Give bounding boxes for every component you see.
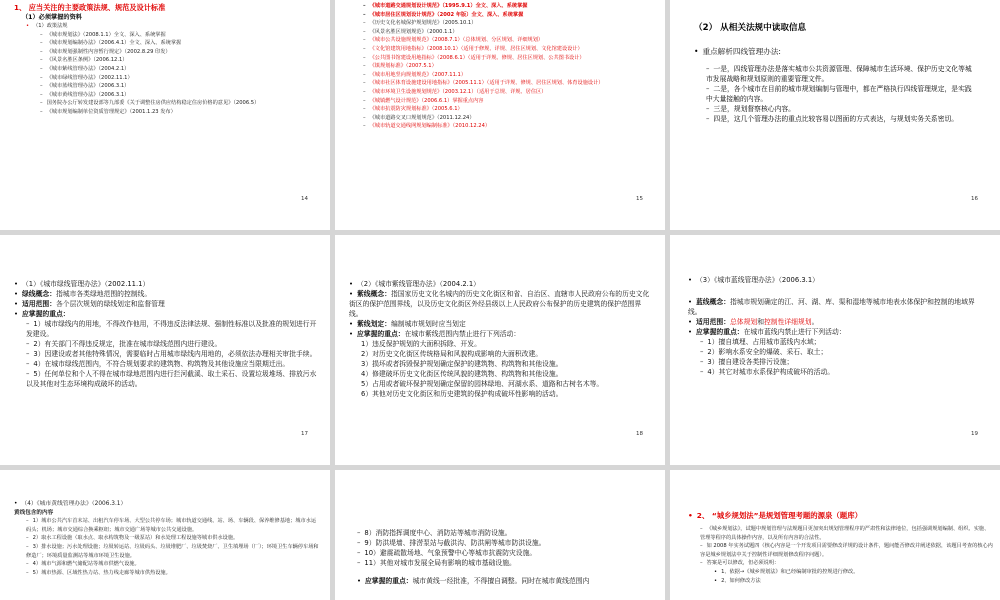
list-item: – 《文化馆建筑用地指标》（2008.10.1）（适用于修规、详规、居住区规划、文化馆建设设计） [363, 45, 663, 54]
list-item: – 《城市黄线管理办法》（2006.3.1） [14, 91, 314, 100]
list-item: – 3）因建设或者其他特殊情况，需要临时占用城市绿线内用地的，必须依法办理相关审批手续。 [14, 349, 319, 359]
list-item: • 紫线划定：编制城市规划时应当划定 [349, 319, 654, 329]
list-item: – 2）影响水系安全的爆破、采石、取土； [688, 347, 988, 357]
slide-title: （2） 从相关法规中读取信息 [694, 23, 807, 33]
slide-thumbnail-22[interactable] [670, 470, 1000, 600]
slide-thumbnail-18[interactable] [335, 235, 665, 465]
slide-thumbnail-20[interactable] [0, 470, 330, 600]
slide-thumbnail-17[interactable] [0, 235, 330, 465]
list-item: – 4）城市气源和燃气储配站等城市供燃气设施。 [14, 560, 319, 569]
list-item: – 3）擅自建设各类排污设施； [688, 357, 988, 367]
slide-title: • 2、 “城乡规划法”是规划管理考题的源泉（题库） [688, 510, 993, 521]
list-item: – 《城市道路交通规划设计规范》（1995.9.1）全文、深入、系统掌握 [363, 2, 663, 11]
list-item: – 5）任何单位和个人不得在城市绿地范围内进行拦河截溪、取土采石、设置垃圾堆场、排放污水以及其他对生态环境构成破坏的活动。 [14, 369, 319, 389]
list-item: • 适用范围：各个层次规划的绿线划定和监督管理 [14, 299, 319, 309]
list-item: – 4）在城市绿线范围内，不符合规划要求的建筑物、构筑物及其他设施应当限期迁出。 [14, 359, 319, 369]
slide-thumbnail-14[interactable] [0, 0, 330, 230]
list-item: • 1、依据→《城乡规划法》和已经编制审批的控规进行修改。 [688, 568, 993, 577]
slide-heading: • （2）《城市紫线管理办法》（2004.2.1） [349, 279, 654, 289]
list-item: – 1）城市绿线内的用地，不得改作他用，不得违反法律法规、强制性标准以及批准的规划进行开发建设。 [14, 319, 319, 339]
list-item: • 重点解析四线管理办法: [694, 46, 984, 58]
page-number: 15 [636, 196, 643, 202]
page-number: 19 [971, 431, 978, 437]
list-item: – 1）城市公共汽车首末站、出租汽车停车场、大型公共停车场；城市轨道交通线、站、场、车辆段、保养维修基地；城市水运码头；机场；城市交通综合换乘枢纽；城市交通广场等城市公共交通设施。 [14, 517, 319, 534]
list-item: • 应掌握的重点：在城市紫线范围内禁止进行下列活动： [349, 329, 654, 339]
list-item: • 应掌握的重点：在城市蓝线内禁止进行下列活动： [688, 327, 988, 337]
list-item: 3）损坏或者拆毁保护规划确定保护的建筑物、构筑物和其他设施。 [361, 360, 563, 368]
list-item: – 10）避震疏散场地、气象预警中心等城市抗震防灾设施。 [357, 548, 657, 558]
list-item: – 11）其他对城市发展全局有影响的城市基础设施。 [357, 558, 657, 568]
slide-heading: • （3）《城市蓝线管理办法》（2006.3.1） [688, 275, 988, 285]
list-item: • 应掌握的重点：城市黄线一经批准，不得擅自调整。同时在城市黄线范围内 [357, 576, 657, 586]
list-item: – 《城市社区体育设施建设用地指标》（2005.11.1）（适用于详规、修规、居住区规划、体育设施设计） [363, 79, 663, 88]
page-number: 18 [636, 431, 643, 437]
list-item: – 《城市道路交叉口规划规范》（2011.12.24） [363, 114, 663, 123]
list-item: 6）其他对历史文化街区和历史建筑的保护构成破坏性影响的活动。 [361, 390, 563, 398]
slide-heading: • （1）《城市绿线管理办法》（2002.11.1） [14, 279, 319, 289]
slide-heading: • （4）《城市黄线管理办法》（2006.3.1） [14, 500, 319, 509]
list-item: – 如 2008 年实务试题四（核心内容是一个开发项目需要修改详规的设计条件，题问能否修改并阐述依据，该题目考查的核心内容是城乡规划法中关于控制性详细规划修改程序问题）。 [688, 542, 993, 559]
list-item: – 8）消防指挥调度中心、消防站等城市消防设施。 [357, 528, 657, 538]
list-item: – 四是，这几个管理办法的重点比较容易以图面的方式表达，与规划实务关系密切。 [694, 114, 976, 124]
list-item: – 2）有关部门不得违反规定，批准在城市绿线范围内进行建设。 [14, 339, 319, 349]
list-item: – 《历史文化名城保护规划规范》（2005.10.1） [363, 19, 663, 28]
list-item: – 《城市规划法》（2008.1.1）全文、深入、系统掌握 [14, 31, 314, 40]
list-item: – 《城乡规划法》，试题中规划管理与法规题目更加突出规划管理程序的严肃性和法律地位，包括强调规划编制、组织、实施、管理等程序的具体操作内容，以及所有内容的合法性。 [688, 525, 993, 542]
list-item: – 《城市公共设施规划规范》（2008.7.1）（总体规划、分区规划、详细规划） [363, 36, 663, 45]
list-item: – 《城镇燃气设计规范》（2006.6.1）掌握重点内容 [363, 97, 663, 106]
list-item: 2）对历史文化街区传统格局和风貌构成影响的大面积改建。 [361, 350, 543, 358]
list-item: • 紫线概念：指国家历史文化名城内的历史文化街区和省、自治区、直辖市人民政府公布的历史文化街区的保护范围界线，以及历史文化街区外经县级以上人民政府公布保护的历史建筑的保护范围界线。 [349, 289, 654, 319]
list-item: • 应掌握的重点： [14, 309, 319, 319]
list-item: – 2）取水工程设施（取水点、取水构筑物及一级泵站）和水处理工程设施等城市供水设施。 [14, 534, 319, 543]
list-item: – 《城市轨道交通线网规划编制标准》（2010.12.24） [363, 122, 663, 131]
list-item: 5）占用或者破坏保护规划确定保留的园林绿地、河湖水系、道路和古树名木等。 [361, 380, 604, 388]
list-item: 4）修建破坏历史文化街区传统风貌的建筑物、构筑物和其他设施。 [361, 370, 563, 378]
list-item: – 《城市蓝线管理办法》（2006.3.1） [14, 82, 314, 91]
list-item: – 5）城市热源、区域性热力站、热力线走廊等城市供热设施。 [14, 569, 319, 578]
list-item: – 《城市规划编制办法》（2006.4.1）全文、深入、系统掌握 [14, 39, 314, 48]
list-item: – 《城市用地竖向规划规范》（2007.11.1） [363, 71, 663, 80]
list-item: – 3）排水设施；污水处理设施；垃圾转运站、垃圾码头、垃圾堆肥厂、垃圾焚烧厂、卫生填埋场（厂）；环境卫生车辆停车场和修造厂；环境质量监测站等城市环境卫生设施。 [14, 543, 319, 560]
list-item: – 《城市规划强制性内容暂行规定》（2002.8.29 印发） [14, 48, 314, 57]
list-item: – 答案是可以修改，但必须说明： [688, 559, 993, 568]
list-item: – 二是，各个城市在目前的城市规划编制与管理中，都在严格执行四线管理规定，是实践中大量接触的内容。 [694, 84, 976, 104]
slide-title: 1、 应当关注的主要政策法规、规范及设计标准 [14, 3, 166, 12]
list-item: • 2、如何修改方法 [688, 577, 993, 586]
page-number: 17 [301, 431, 308, 437]
page-number: 16 [971, 196, 978, 202]
list-item: • （1）政策法规 [14, 22, 314, 31]
list-item: – 《城市居住区规划设计规范》（2002 年版）全文、深入、系统掌握 [363, 11, 663, 20]
list-item: – 《城市规划编制单位资质管理规定》（2001.1.23 发布） [14, 108, 314, 117]
list-item: 1）违反保护规划的大面积拆除、开发。 [361, 340, 481, 348]
list-item: • 蓝线概念：指城市规划确定的江、河、湖、库、渠和湿地等城市地表水体保护和控制的地域界线。 [688, 297, 988, 317]
slide-subtitle: （1）必须掌握的资料 [22, 14, 82, 21]
list-item: – 《公共图书馆建设用地指标》（2008.6.1）（适用于详规、修规、居住区规划、公共图书设计） [363, 54, 663, 63]
list-item: – 国务院办公厅转发建设部等九部委《关于调整住房供应结构稳定住房价格的意见》（2006.5） [14, 99, 290, 108]
slide-thumbnail-15[interactable] [335, 0, 665, 230]
list-item: – 三是，规划督察核心内容。 [694, 104, 976, 114]
slide-thumbnail-16[interactable] [670, 0, 1000, 230]
list-item: – 4）其它对城市水系保护构成破坏的活动。 [688, 367, 988, 377]
slide-thumbnail-19[interactable] [670, 235, 1000, 465]
list-item: – 《城市抗震防灾规划标准》（2005.6.1） [363, 105, 663, 114]
list-item: – 《城市紫线管理办法》（2004.2.1） [14, 65, 314, 74]
list-item: – 《风景名胜区条例》（2006.12.1） [14, 56, 314, 65]
list-item: • 绿线概念：指城市各类绿地范围的控制线。 [14, 289, 319, 299]
list-item: – 1）擅自填埋、占用城市蓝线内水域； [688, 337, 988, 347]
slide-subheading: 黄线包含的内容 [14, 509, 54, 516]
list-item: – 《城市环境卫生设施规划规范》（2003.12.1）（适用于总规、详规、居住区） [363, 88, 663, 97]
list-item: – 《城市绿线管理办法》（2002.11.1） [14, 74, 314, 83]
list-item: – 9）防洪堤墙、排涝泵站与截洪沟、防洪闸等城市防洪设施。 [357, 538, 657, 548]
slide-thumbnail-21[interactable] [335, 470, 665, 600]
page-number: 14 [301, 196, 308, 202]
list-item: – 《风景名胜区规划规范》（2000.1.1） [363, 28, 663, 37]
list-item: – 一是，四线管理办法是落实城市公共资源管理、保障城市生活环境、保护历史文化等城市发展战略和规划原则的重要管理文件。 [694, 64, 976, 84]
list-item: • 适用范围：总体规划和控制性详细规划。 [688, 317, 988, 327]
list-item: – 《镇规划标准》（2007.5.1） [363, 62, 663, 71]
